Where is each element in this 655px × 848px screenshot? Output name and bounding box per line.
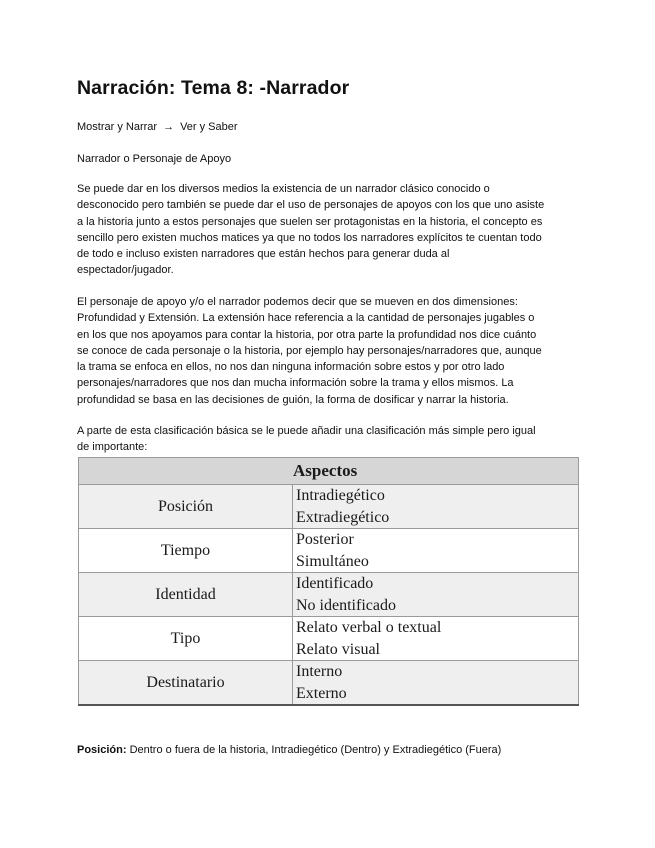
paragraph-line: Se puede dar en los diversos medios la existencia de un narrador clásico conocido o	[77, 183, 490, 195]
paragraph-line: en los que nos apoyamos para contar la historia, por otra parte la profundidad nos dice cuánto	[77, 328, 537, 341]
table-value: Relato verbal o textual	[296, 619, 442, 636]
table-header	[79, 458, 579, 485]
paragraph-1	[77, 181, 582, 279]
table-value: Interno	[296, 663, 343, 680]
table-values-cell	[293, 617, 579, 661]
table-header-row	[79, 458, 579, 485]
table-value: Identificado	[296, 575, 374, 592]
table-key-cell: Tipo	[79, 617, 293, 661]
paragraph-line: de importante:	[77, 441, 148, 454]
paragraph-line: sencillo pero existen muchos matices ya que no todos los narradores explícitos te cuentan todo	[77, 231, 542, 244]
table-value: Relato visual	[296, 640, 380, 658]
table-row	[79, 485, 579, 529]
footer-definition	[77, 744, 501, 756]
table-header-label: Aspectos	[293, 461, 358, 480]
table-row	[79, 661, 579, 706]
table-values-cell	[293, 573, 579, 617]
paragraph-line: El personaje de apoyo y/o el narrador podemos decir que se mueven en dos dimensiones:	[77, 296, 518, 308]
aspects-table	[78, 457, 579, 706]
subtitle-line	[77, 121, 238, 133]
page-title: Narración: Tema 8: -Narrador	[77, 77, 350, 99]
table-value: Externo	[296, 684, 347, 702]
table-row	[79, 573, 579, 617]
paragraph-line: profundidad se basa en las decisiones de guión, la forma de dosificar y narrar la historia.	[77, 393, 509, 406]
table-values-cell	[293, 529, 579, 573]
table-key-cell: Identidad	[79, 573, 293, 617]
paragraph-line: a la historia junto a estos personajes que suelen ser protagonistas en la historia, el concepto es	[77, 215, 543, 228]
subtitle-right: Ver y Saber	[180, 121, 238, 133]
paragraph-3	[77, 423, 582, 456]
table-value: Intradiegético	[296, 487, 385, 504]
table-value: Simultáneo	[296, 552, 369, 570]
table-key-cell: Posición	[79, 485, 293, 529]
table-key-cell: Tiempo	[79, 529, 293, 573]
table-row	[79, 617, 579, 661]
arrow-icon: →	[163, 121, 175, 133]
paragraph-line: A parte de esta clasificación básica se le puede añadir una clasificación más simple pero igual	[77, 425, 536, 437]
paragraph-2	[77, 294, 582, 408]
paragraph-line: la trama se enfoca en ellos, no nos dan ninguna información sobre estos y por otro lado	[77, 361, 505, 374]
footer-label: Posición:	[77, 744, 127, 756]
paragraph-line: personajes/narradores que nos dan mucha información sobre la trama y ellos mismos. La	[77, 377, 514, 390]
table-values-cell	[293, 485, 579, 529]
paragraph-line: desconocido pero también se puede dar el uso de personajes de apoyos con los que uno asiste	[77, 199, 545, 212]
table-value: Extradiegético	[296, 508, 390, 526]
section-heading: Narrador o Personaje de Apoyo	[77, 153, 232, 165]
table-value: Posterior	[296, 531, 354, 548]
table-row	[79, 529, 579, 573]
paragraph-line: Profundidad y Extensión. La extensión hace referencia a la cantidad de personajes jugables o	[77, 312, 535, 325]
table-values-cell	[293, 661, 579, 706]
paragraph-line: espectador/jugador.	[77, 264, 174, 277]
subtitle-left: Mostrar y Narrar	[77, 121, 158, 133]
paragraph-line: se conoce de cada personaje o la historia, por ejemplo hay personajes/narradores que, aunque	[77, 344, 542, 357]
table-value: No identificado	[296, 596, 396, 614]
table-key-cell: Destinatario	[79, 661, 293, 706]
paragraph-line: de todo e incluso existen narradores que están hechos para generar duda al	[77, 248, 450, 261]
footer-text: Dentro o fuera de la historia, Intradiegético (Dentro) y Extradiegético (Fuera)	[126, 744, 502, 756]
